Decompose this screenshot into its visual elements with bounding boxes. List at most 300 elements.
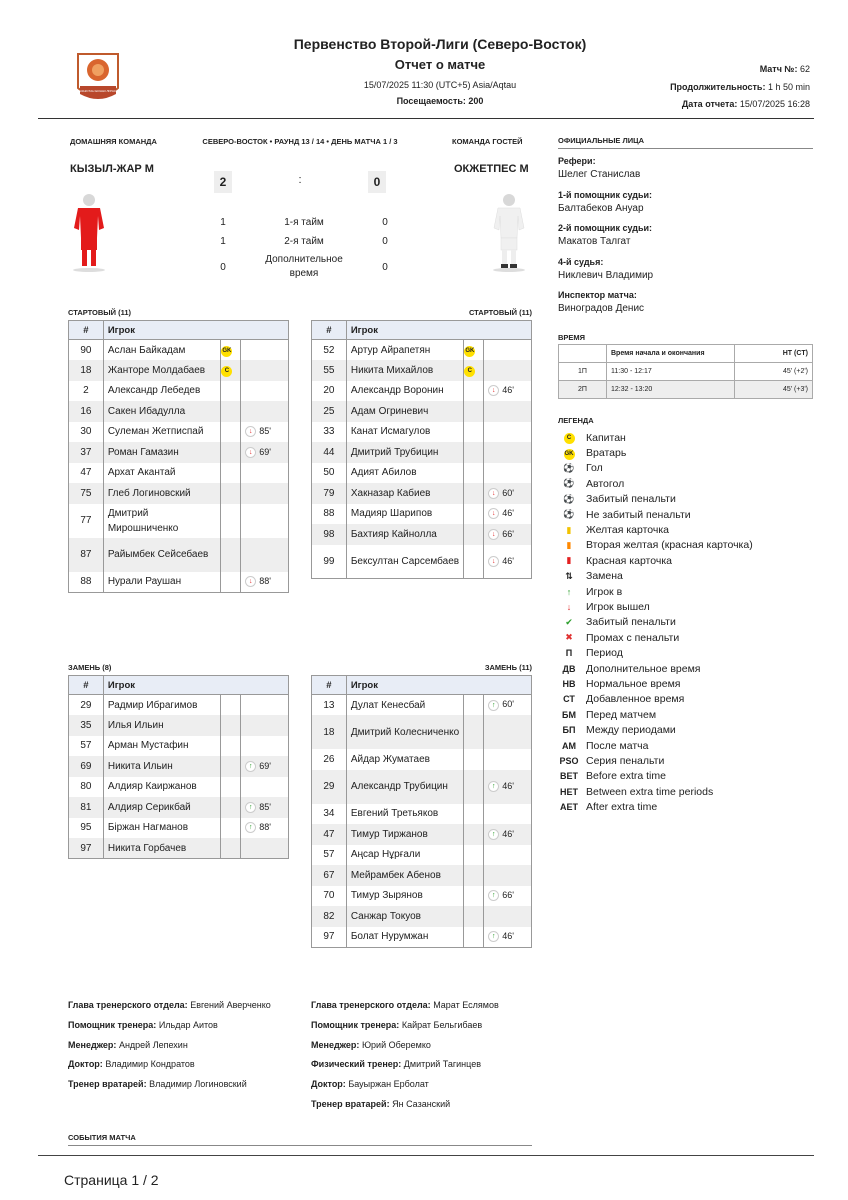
legend-label: После матча [586, 739, 649, 752]
goal-icon: ⚽ [563, 462, 575, 473]
player-row [69, 360, 289, 381]
sub-minute [484, 360, 532, 381]
goalkeeper-icon: GK [464, 346, 475, 357]
sub-minute [241, 715, 289, 736]
legend-item [558, 707, 814, 722]
player-row [69, 381, 289, 402]
staff-name: Евгений Аверченко [190, 1000, 271, 1010]
sub-minute [241, 818, 289, 839]
time-title: ВРЕМЯ [558, 333, 586, 342]
staff-name: Дмитрий Тагинцев [403, 1059, 481, 1070]
player-number: 2 [69, 381, 104, 402]
staff-member [311, 1079, 551, 1099]
player-name: Тимур Зырянов [346, 886, 464, 907]
player-row [69, 401, 289, 422]
player-number: 47 [312, 824, 347, 845]
sub-minute [241, 797, 289, 818]
legend-label: Замена [586, 570, 623, 583]
player-badge [464, 906, 484, 927]
staff-role: Менеджер: [311, 1039, 360, 1050]
player-badge [464, 824, 484, 845]
period-row-2: 1 2-я тайм 0 [220, 236, 388, 247]
legend-item [558, 738, 814, 753]
home-starting-label: СТАРТОВЫЙ (11) [68, 308, 132, 317]
attendance: Посещаемость: 200 [396, 96, 484, 106]
staff-role: Глава тренерского отдела: [68, 1000, 188, 1010]
player-name: Алдияр Серикбай [103, 797, 221, 818]
player-number: 97 [69, 838, 104, 859]
player-badge [221, 483, 241, 504]
match-duration: Продолжительность: 1 h 50 min [670, 82, 810, 92]
header-divider [38, 118, 814, 119]
col-player-header: Игрок [103, 676, 288, 695]
second-yellow-icon: ▮ [566, 539, 572, 550]
player-badge [464, 381, 484, 402]
player-row [69, 538, 289, 572]
player-badge [464, 715, 484, 749]
player-badge [464, 524, 484, 545]
staff-name: Марат Еслямов [433, 1000, 499, 1010]
legend-label: Перед матчем [586, 708, 657, 721]
legend-label: Нормальное время [586, 677, 681, 690]
legend-item [558, 445, 814, 460]
staff-name: Владимир Кондратов [105, 1059, 195, 1070]
sub-minute [241, 340, 289, 361]
player-name: Александр Трубицин [346, 770, 464, 804]
player-badge [464, 865, 484, 886]
legend-item [558, 692, 814, 707]
player-row [312, 340, 532, 361]
legend-item [558, 538, 814, 553]
player-row [312, 865, 532, 886]
player-name: Нурали Раушан [103, 572, 221, 593]
player-badge [221, 360, 241, 381]
minute-value: 46' [502, 930, 514, 941]
official-item: 2-й помощник судьи: Макатов Талгат [558, 223, 653, 247]
legend-item [558, 569, 814, 584]
minute-value: 46' [502, 780, 514, 791]
yellow-card-icon: ▮ [566, 524, 572, 535]
events-divider [68, 1145, 532, 1146]
legend-item [558, 461, 814, 476]
player-number: 25 [312, 401, 347, 422]
col-number-header: # [312, 676, 347, 695]
player-in-icon: ↑ [245, 802, 256, 813]
player-row [312, 422, 532, 443]
official-item: Рефери: Шелег Станислав [558, 156, 641, 180]
time-table: Время начала и окончания HT (CT) 1П 11:30 - 12:17 45' (+2') 2П 12:32 - 13:20 45' (+3') [558, 344, 813, 399]
player-row [312, 715, 532, 749]
player-name: Тимур Тиржанов [346, 824, 464, 845]
officials-divider [558, 148, 813, 149]
player-row [312, 845, 532, 866]
player-badge [221, 777, 241, 798]
staff-name: Ян Сазанский [392, 1098, 451, 1109]
player-out-icon: ↓ [488, 488, 499, 499]
time-col-range: Время начала и окончания [607, 345, 735, 363]
player-name: Бексултан Сарсембаев [346, 545, 463, 579]
player-row [69, 463, 289, 484]
sub-minute [484, 463, 532, 484]
player-row [312, 442, 532, 463]
player-badge [464, 422, 484, 443]
staff-member [68, 1059, 308, 1079]
home-subs-label: ЗАМЕНЬ (8) [68, 663, 112, 672]
player-number: 77 [69, 504, 104, 538]
time-col-ht: HT (CT) [735, 345, 813, 363]
player-name: Никита Михайлов [346, 360, 463, 381]
legend-item [558, 784, 814, 799]
legend-list [558, 430, 814, 815]
player-name: Архат Акантай [103, 463, 221, 484]
player-number: 20 [312, 381, 347, 402]
player-row [312, 927, 532, 948]
legend-label: Дополнительное время [586, 662, 701, 675]
staff-role: Менеджер: [68, 1039, 117, 1050]
player-name: Аслан Байкадам [103, 340, 221, 361]
sub-minute [484, 770, 532, 804]
player-badge [221, 736, 241, 757]
legend-label: Автогол [586, 477, 625, 490]
player-number: 67 [312, 865, 347, 886]
player-number: 90 [69, 340, 104, 361]
legend-label: After extra time [586, 801, 658, 814]
player-row [312, 886, 532, 907]
player-in-icon: ↑ [245, 761, 256, 772]
player-badge [464, 360, 484, 381]
legend-item [558, 676, 814, 691]
staff-name: Кайрат Бельгибаев [401, 1019, 483, 1030]
sub-minute [241, 381, 289, 402]
staff-member [311, 1099, 551, 1119]
staff-member [68, 1000, 308, 1020]
player-name: Сакен Ибадулла [103, 401, 221, 422]
legend-label: Гол [586, 462, 603, 475]
player-badge [221, 756, 241, 777]
player-row [312, 524, 532, 545]
player-badge [464, 749, 484, 770]
player-badge [221, 797, 241, 818]
report-title: Первенство Второй-Лиги (Северо-Восток) [293, 36, 587, 52]
sub-minute [241, 442, 289, 463]
player-name: Дулат Кенесбай [346, 695, 464, 716]
player-number: 98 [312, 524, 347, 545]
legend-label: Желтая карточка [586, 524, 670, 537]
player-name: Никита Горбачев [103, 838, 221, 859]
legend-item [558, 584, 814, 599]
player-name: Канат Исмагулов [346, 422, 463, 443]
penalty-check-icon: ✔ [565, 616, 573, 627]
player-number: 34 [312, 804, 347, 825]
abbrev-label: П [565, 648, 573, 659]
player-number: 30 [69, 422, 104, 443]
minute-value: 88' [259, 822, 271, 833]
player-name: Илья Ильин [103, 715, 221, 736]
minute-value: 66' [502, 890, 514, 901]
staff-role: Доктор: [311, 1079, 346, 1090]
player-name: Радмир Ибрагимов [103, 695, 221, 716]
home-score: 2 [214, 171, 232, 193]
player-row [69, 797, 289, 818]
player-name: Роман Гамазин [103, 442, 221, 463]
home-kit-icon [72, 192, 106, 277]
player-name: Мейрамбек Абенов [346, 865, 464, 886]
sub-minute [241, 756, 289, 777]
player-row [312, 695, 532, 716]
legend-label: Промах с пенальти [586, 631, 680, 644]
report-date: Дата отчета: 15/07/2025 16:28 [681, 99, 810, 109]
away-kit-icon [492, 192, 526, 277]
time-col-period [559, 345, 607, 363]
match-number: Матч №: 62 [759, 64, 810, 74]
sub-minute [484, 483, 532, 504]
red-card-icon: ▮ [566, 555, 572, 566]
legend-label: Between extra time periods [586, 785, 714, 798]
player-number: 55 [312, 360, 347, 381]
player-badge [221, 340, 241, 361]
player-badge [464, 545, 484, 579]
player-badge [464, 845, 484, 866]
player-number: 26 [312, 749, 347, 770]
player-row [312, 545, 532, 579]
sub-minute [241, 401, 289, 422]
minute-value: 66' [502, 528, 514, 539]
legend-item [558, 599, 814, 614]
player-name: Дмитрий Трубицин [346, 442, 463, 463]
player-number: 57 [312, 845, 347, 866]
player-row [312, 483, 532, 504]
away-team-label: КОМАНДА ГОСТЕЙ [452, 137, 523, 146]
player-name: Глеб Логиновский [103, 483, 221, 504]
staff-role: Глава тренерского отдела: [311, 1000, 431, 1010]
col-player-header: Игрок [346, 676, 531, 695]
player-badge [221, 401, 241, 422]
own-goal-icon: ⚽ [563, 478, 575, 489]
staff-member [311, 1000, 551, 1020]
sub-minute [241, 483, 289, 504]
minute-value: 46' [502, 385, 514, 396]
round-info: СЕВЕРО-ВОСТОК • РАУНД 13 / 14 • ДЕНЬ МАТЧА 1 / 3 [202, 137, 398, 146]
legend-label: Забитый пенальти [586, 493, 676, 506]
player-name: Никита Ильин [103, 756, 221, 777]
player-row [312, 360, 532, 381]
player-number: 29 [312, 770, 347, 804]
player-number: 87 [69, 538, 104, 572]
sub-minute [484, 504, 532, 525]
player-badge [221, 715, 241, 736]
substitution-icon: ⇅ [565, 570, 573, 581]
footer-divider [38, 1155, 814, 1156]
staff-name: Юрий Оберемко [361, 1039, 431, 1050]
player-row [312, 463, 532, 484]
away-starting-table [311, 320, 532, 579]
period-row-extra: 0 Дополнительное время 0 [220, 254, 388, 279]
player-name: Александр Воронин [346, 381, 463, 402]
home-staff [68, 1000, 308, 1099]
sub-minute [484, 524, 532, 545]
player-badge [464, 340, 484, 361]
abbrev-label: БП [562, 725, 576, 736]
home-team-label: ДОМАШНЯЯ КОМАНДА [70, 137, 157, 146]
match-datetime: 15/07/2025 11:30 (UTC+5) Asia/Aqtau [363, 80, 517, 90]
player-number: 97 [312, 927, 347, 948]
sub-minute [484, 886, 532, 907]
league-logo [74, 50, 122, 106]
sub-minute [241, 838, 289, 859]
player-badge [221, 538, 241, 572]
legend-label: Серия пенальти [586, 754, 665, 767]
player-out-icon: ↓ [488, 556, 499, 567]
player-name: Бахтияр Кайнолла [346, 524, 463, 545]
score-separator: : [298, 174, 302, 186]
officials-title: ОФИЦИАЛЬНЫЕ ЛИЦА [558, 136, 645, 145]
player-row [312, 504, 532, 525]
legend-item [558, 430, 814, 445]
legend-label: Игрок вышел [586, 600, 650, 613]
sub-minute [484, 422, 532, 443]
player-row [69, 422, 289, 443]
sub-minute [484, 845, 532, 866]
player-name: Александр Лебедев [103, 381, 221, 402]
sub-minute [241, 777, 289, 798]
col-number-header: # [69, 321, 104, 340]
legend-item [558, 553, 814, 568]
sub-minute [241, 736, 289, 757]
player-badge [464, 886, 484, 907]
away-subs-label: ЗАМЕНЬ (11) [484, 663, 532, 672]
legend-label: Игрок в [586, 585, 623, 598]
player-name: Аңсар Нұрғали [346, 845, 464, 866]
page-number: Страница 1 / 2 [64, 1172, 159, 1188]
player-number: 35 [69, 715, 104, 736]
sub-minute [484, 340, 532, 361]
player-row [312, 381, 532, 402]
sub-minute [484, 749, 532, 770]
legend-label: Вратарь [586, 447, 627, 460]
player-name: Адам Огриневич [346, 401, 463, 422]
player-badge [464, 463, 484, 484]
player-number: 70 [312, 886, 347, 907]
player-name: Райымбек Сейсебаев [103, 538, 221, 572]
sub-minute [484, 695, 532, 716]
player-badge [221, 442, 241, 463]
abbrev-label: HET [560, 786, 578, 797]
player-row [312, 770, 532, 804]
player-badge [221, 504, 241, 538]
period-row-1: 1 1-я тайм 0 [220, 217, 388, 228]
player-badge [464, 504, 484, 525]
staff-member [68, 1079, 308, 1099]
captain-icon: C [558, 431, 580, 444]
penalty-scored-icon: ⚽ [563, 493, 575, 504]
player-out-icon: ↓ [488, 385, 499, 396]
legend-item [558, 661, 814, 676]
abbrev-label: AET [560, 802, 578, 813]
player-badge [221, 818, 241, 839]
abbrev-label: НВ [562, 678, 576, 689]
player-out-icon: ↓ [245, 576, 256, 587]
minute-value: 60' [502, 487, 514, 498]
staff-role: Тренер вратарей: [68, 1079, 147, 1090]
legend-item [558, 645, 814, 660]
col-number-header: # [312, 321, 347, 340]
legend-item [558, 522, 814, 537]
official-item: 1-й помощник судьи: Балтабеков Ануар [558, 189, 653, 214]
player-in-icon: ↑ [488, 829, 499, 840]
player-in-icon: ↑ [488, 781, 499, 792]
legend-label: Добавленное время [586, 693, 685, 706]
player-in-icon: ↑ [488, 700, 499, 711]
player-number: 88 [312, 504, 347, 525]
player-number: 18 [312, 715, 347, 749]
legend-label: Красная карточка [586, 554, 672, 567]
staff-member [311, 1020, 551, 1040]
player-number: 50 [312, 463, 347, 484]
legend-item [558, 615, 814, 630]
staff-member [311, 1040, 551, 1060]
sub-minute [241, 695, 289, 716]
player-row [69, 442, 289, 463]
player-number: 81 [69, 797, 104, 818]
player-number: 95 [69, 818, 104, 839]
player-row [69, 695, 289, 716]
player-name: Сулеман Жетписпай [103, 422, 221, 443]
player-out-icon: ↓ [245, 426, 256, 437]
minute-value: 69' [259, 446, 271, 457]
player-number: 29 [69, 695, 104, 716]
player-name: Алдияр Каиржанов [103, 777, 221, 798]
player-number: 69 [69, 756, 104, 777]
staff-member [311, 1059, 551, 1079]
minute-value: 60' [502, 699, 514, 710]
goalkeeper-icon: GK [558, 447, 580, 460]
legend-label: Между периодами [586, 724, 676, 737]
legend-label: Забитый пенальти [586, 616, 676, 629]
col-player-header: Игрок [103, 321, 288, 340]
official-item: Инспектор матча: Виноградов Денис [558, 290, 645, 314]
col-number-header: # [69, 676, 104, 695]
legend-label: Не забитый пенальти [586, 508, 691, 521]
abbrev-label: АМ [562, 740, 576, 751]
home-team-name: КЫЗЫЛ-ЖАР М [70, 163, 154, 175]
player-name: Адият Абилов [346, 463, 463, 484]
table-header-row [312, 321, 532, 340]
player-row [312, 804, 532, 825]
player-out-icon: ↓ [488, 529, 499, 540]
player-out-icon: ↓ [566, 601, 572, 612]
minute-value: 46' [502, 508, 514, 519]
legend-item [558, 492, 814, 507]
player-row [69, 572, 289, 593]
legend-item [558, 769, 814, 784]
player-out-icon: ↓ [488, 508, 499, 519]
legend-item [558, 630, 814, 645]
player-number: 47 [69, 463, 104, 484]
player-name: Хакназар Кабиев [346, 483, 463, 504]
table-header-row [312, 676, 532, 695]
player-badge [221, 422, 241, 443]
sub-minute [484, 824, 532, 845]
captain-icon: C [464, 366, 475, 377]
minute-value: 85' [259, 801, 271, 812]
legend-item [558, 722, 814, 737]
player-in-icon: ↑ [245, 822, 256, 833]
home-subs-table [68, 675, 289, 859]
player-badge [221, 381, 241, 402]
sub-minute [484, 715, 532, 749]
logo-text: КАЗАКСТАН ЕКІНШІ ЛИГАСЫ [77, 89, 119, 93]
staff-name: Ильдар Аитов [158, 1019, 218, 1030]
